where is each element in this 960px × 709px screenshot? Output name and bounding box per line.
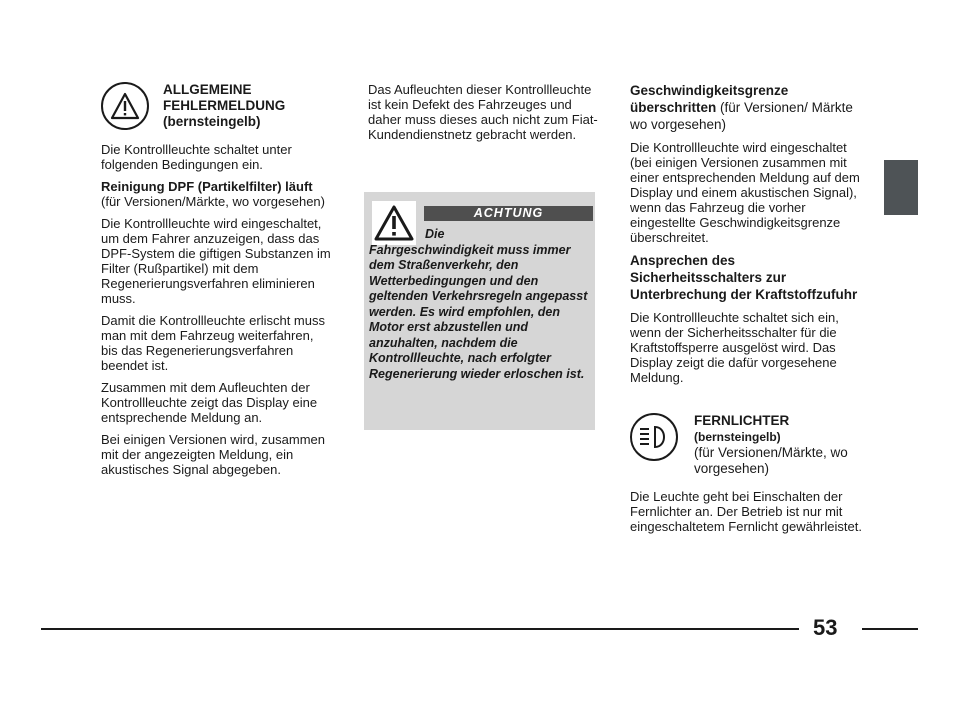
column-left <box>101 82 333 484</box>
high-beam-header <box>630 413 862 477</box>
section-heading: Ansprechen des Sicherheitsschalters zur Unterbrechung der Kraftstoffzufuhr <box>630 253 858 302</box>
column-middle <box>368 82 600 149</box>
footer-rule <box>862 628 918 630</box>
paragraph: Die Kontrollleuchte schaltet unter folgenden Bedingungen ein. <box>101 142 292 172</box>
paragraph: Die Kontrollleuchte schaltet sich ein, wenn der Sicherheitsschalter für die Kraftstoffsperre ausgelöst wird. Das Display zeigt die dafür vorgesehene Meldung. <box>630 310 839 385</box>
warning-label: ACHTUNG <box>424 206 593 221</box>
high-beam-title: FERNLICHTER (bernsteingelb) (für Versionen/Märkte, wo vorgesehen) <box>694 413 848 476</box>
paragraph: Das Aufleuchten dieser Kontrollleuchte ist kein Defekt des Fahrzeuges und daher muss dieses auch nicht zum Fiat-Kundendienstnetz gebracht werden. <box>368 82 598 142</box>
column-right <box>630 82 862 541</box>
general-fault-header <box>101 82 333 130</box>
section-tab <box>884 160 918 215</box>
paragraph: Reinigung DPF (Partikelfilter) läuft (für Versionen/Märkte, wo vorgesehen) <box>101 179 325 209</box>
warning-triangle-icon <box>101 82 149 130</box>
page-number: 53 <box>813 615 838 640</box>
high-beam-icon <box>630 413 678 461</box>
footer-rule <box>41 628 799 630</box>
paragraph: Zusammen mit dem Aufleuchten der Kontrollleuchte zeigt das Display eine entsprechende Meldung an. <box>101 380 318 425</box>
paragraph: Die Kontrollleuchte wird eingeschaltet (bei einigen Versionen zusammen mit einer entsprechenden Meldung auf dem Display und einem akustischen Signal), wenn das Fahrzeug die vorher eingestellte Geschwindigkeitsgrenze überschreitet. <box>630 140 860 245</box>
paragraph: Damit die Kontrollleuchte erlischt muss man mit dem Fahrzeug weiterfahren, bis das Regenerierungsverfahren beendet ist. <box>101 313 325 373</box>
general-fault-title: ALLGEMEINE FEHLERMELDUNG (bernsteingelb) <box>163 82 286 129</box>
paragraph: Die Kontrollleuchte wird eingeschaltet, um dem Fahrer anzuzeigen, dass das DPF-System die giftigen Substanzen im Filter (Rußpartikel) mit dem Regenerierungsverfahren eliminieren muss. <box>101 216 331 306</box>
warning-text: Die Fahrgeschwindigkeit muss immer dem Straßenverkehr, den Wetterbedingungen und den geltenden Verkehrsregeln angepasst werden. Es wird empfohlen, den Motor erst abzustellen und anzuhalten, nachdem die Kontrollleuchte, nach erfolgter Regenerierung wieder erloschen ist. <box>369 227 588 381</box>
section-heading: Geschwindigkeitsgrenze überschritten (für Versionen/ Märkte wo vorgesehen) <box>630 83 853 132</box>
paragraph: Bei einigen Versionen wird, zusammen mit der angezeigten Meldung, ein akustisches Signal abgegeben. <box>101 432 326 477</box>
warning-box <box>364 192 595 430</box>
paragraph: Die Leuchte geht bei Einschalten der Fernlichter an. Der Betrieb ist nur mit eingeschaltetem Fernlicht gewährleistet. <box>630 489 862 534</box>
